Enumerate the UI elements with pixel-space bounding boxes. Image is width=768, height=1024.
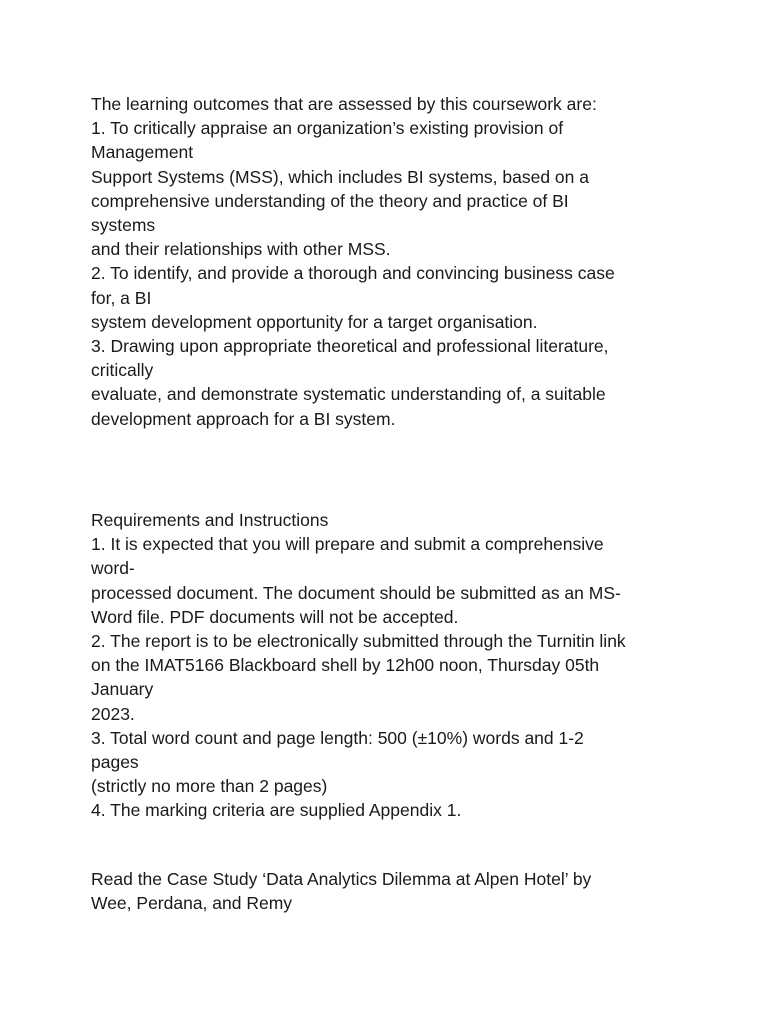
learning-outcomes-section — [91, 92, 691, 431]
learning-outcomes-intro: The learning outcomes that are assessed by this coursework are: — [91, 94, 597, 114]
outcome-1-line: 1. To critically appraise an organization’s existing provision of — [91, 118, 564, 139]
requirement-1-line: processed document. The document should be submitted as an MS- — [91, 582, 621, 603]
outcome-3-line: development approach for a BI system. — [91, 408, 396, 429]
requirement-4-line: 4. The marking criteria are supplied Appendix 1. — [91, 800, 462, 821]
requirement-2-line: on the IMAT5166 Blackboard shell by 12h00 noon, Thursday 05th — [91, 655, 600, 676]
outcome-2-line: system development opportunity for a target organisation. — [91, 311, 538, 332]
requirement-3-line: (strictly no more than 2 pages) — [91, 776, 328, 797]
outcome-1-line: Support Systems (MSS), which includes BI systems, based on a — [91, 166, 589, 187]
outcome-1-line: and their relationships with other MSS. — [91, 239, 391, 260]
requirements-heading: Requirements and Instructions — [91, 510, 329, 530]
requirement-2-line: 2023. — [91, 703, 135, 724]
outcome-1-line: Management — [91, 142, 194, 163]
outcome-2-line: for, a BI — [91, 287, 152, 308]
requirements-section — [91, 508, 691, 823]
requirement-1-line: Word file. PDF documents will not be accepted. — [91, 606, 459, 627]
requirement-1-line: word- — [91, 558, 135, 579]
requirement-2-line: January — [91, 679, 154, 700]
outcome-3-line: 3. Drawing upon appropriate theoretical and professional literature, — [91, 336, 609, 357]
case-study-line: Read the Case Study ‘Data Analytics Dilemma at Alpen Hotel’ by — [91, 869, 592, 889]
outcome-2-line: 2. To identify, and provide a thorough and convincing business case — [91, 263, 615, 284]
requirement-1-line: 1. It is expected that you will prepare and submit a comprehensive — [91, 534, 604, 555]
case-study-line: Wee, Perdana, and Remy — [91, 893, 293, 914]
outcome-1-line: comprehensive understanding of the theory and practice of BI — [91, 190, 569, 211]
outcome-3-line: critically — [91, 360, 154, 381]
requirement-3-line: 3. Total word count and page length: 500 (±10%) words and 1-2 — [91, 727, 584, 748]
outcome-3-line: evaluate, and demonstrate systematic understanding of, a suitable — [91, 384, 606, 405]
requirement-2-line: 2. The report is to be electronically submitted through the Turnitin link — [91, 631, 626, 652]
requirement-3-line: pages — [91, 752, 139, 773]
outcome-1-line: systems — [91, 215, 156, 236]
case-study-section — [91, 867, 691, 915]
